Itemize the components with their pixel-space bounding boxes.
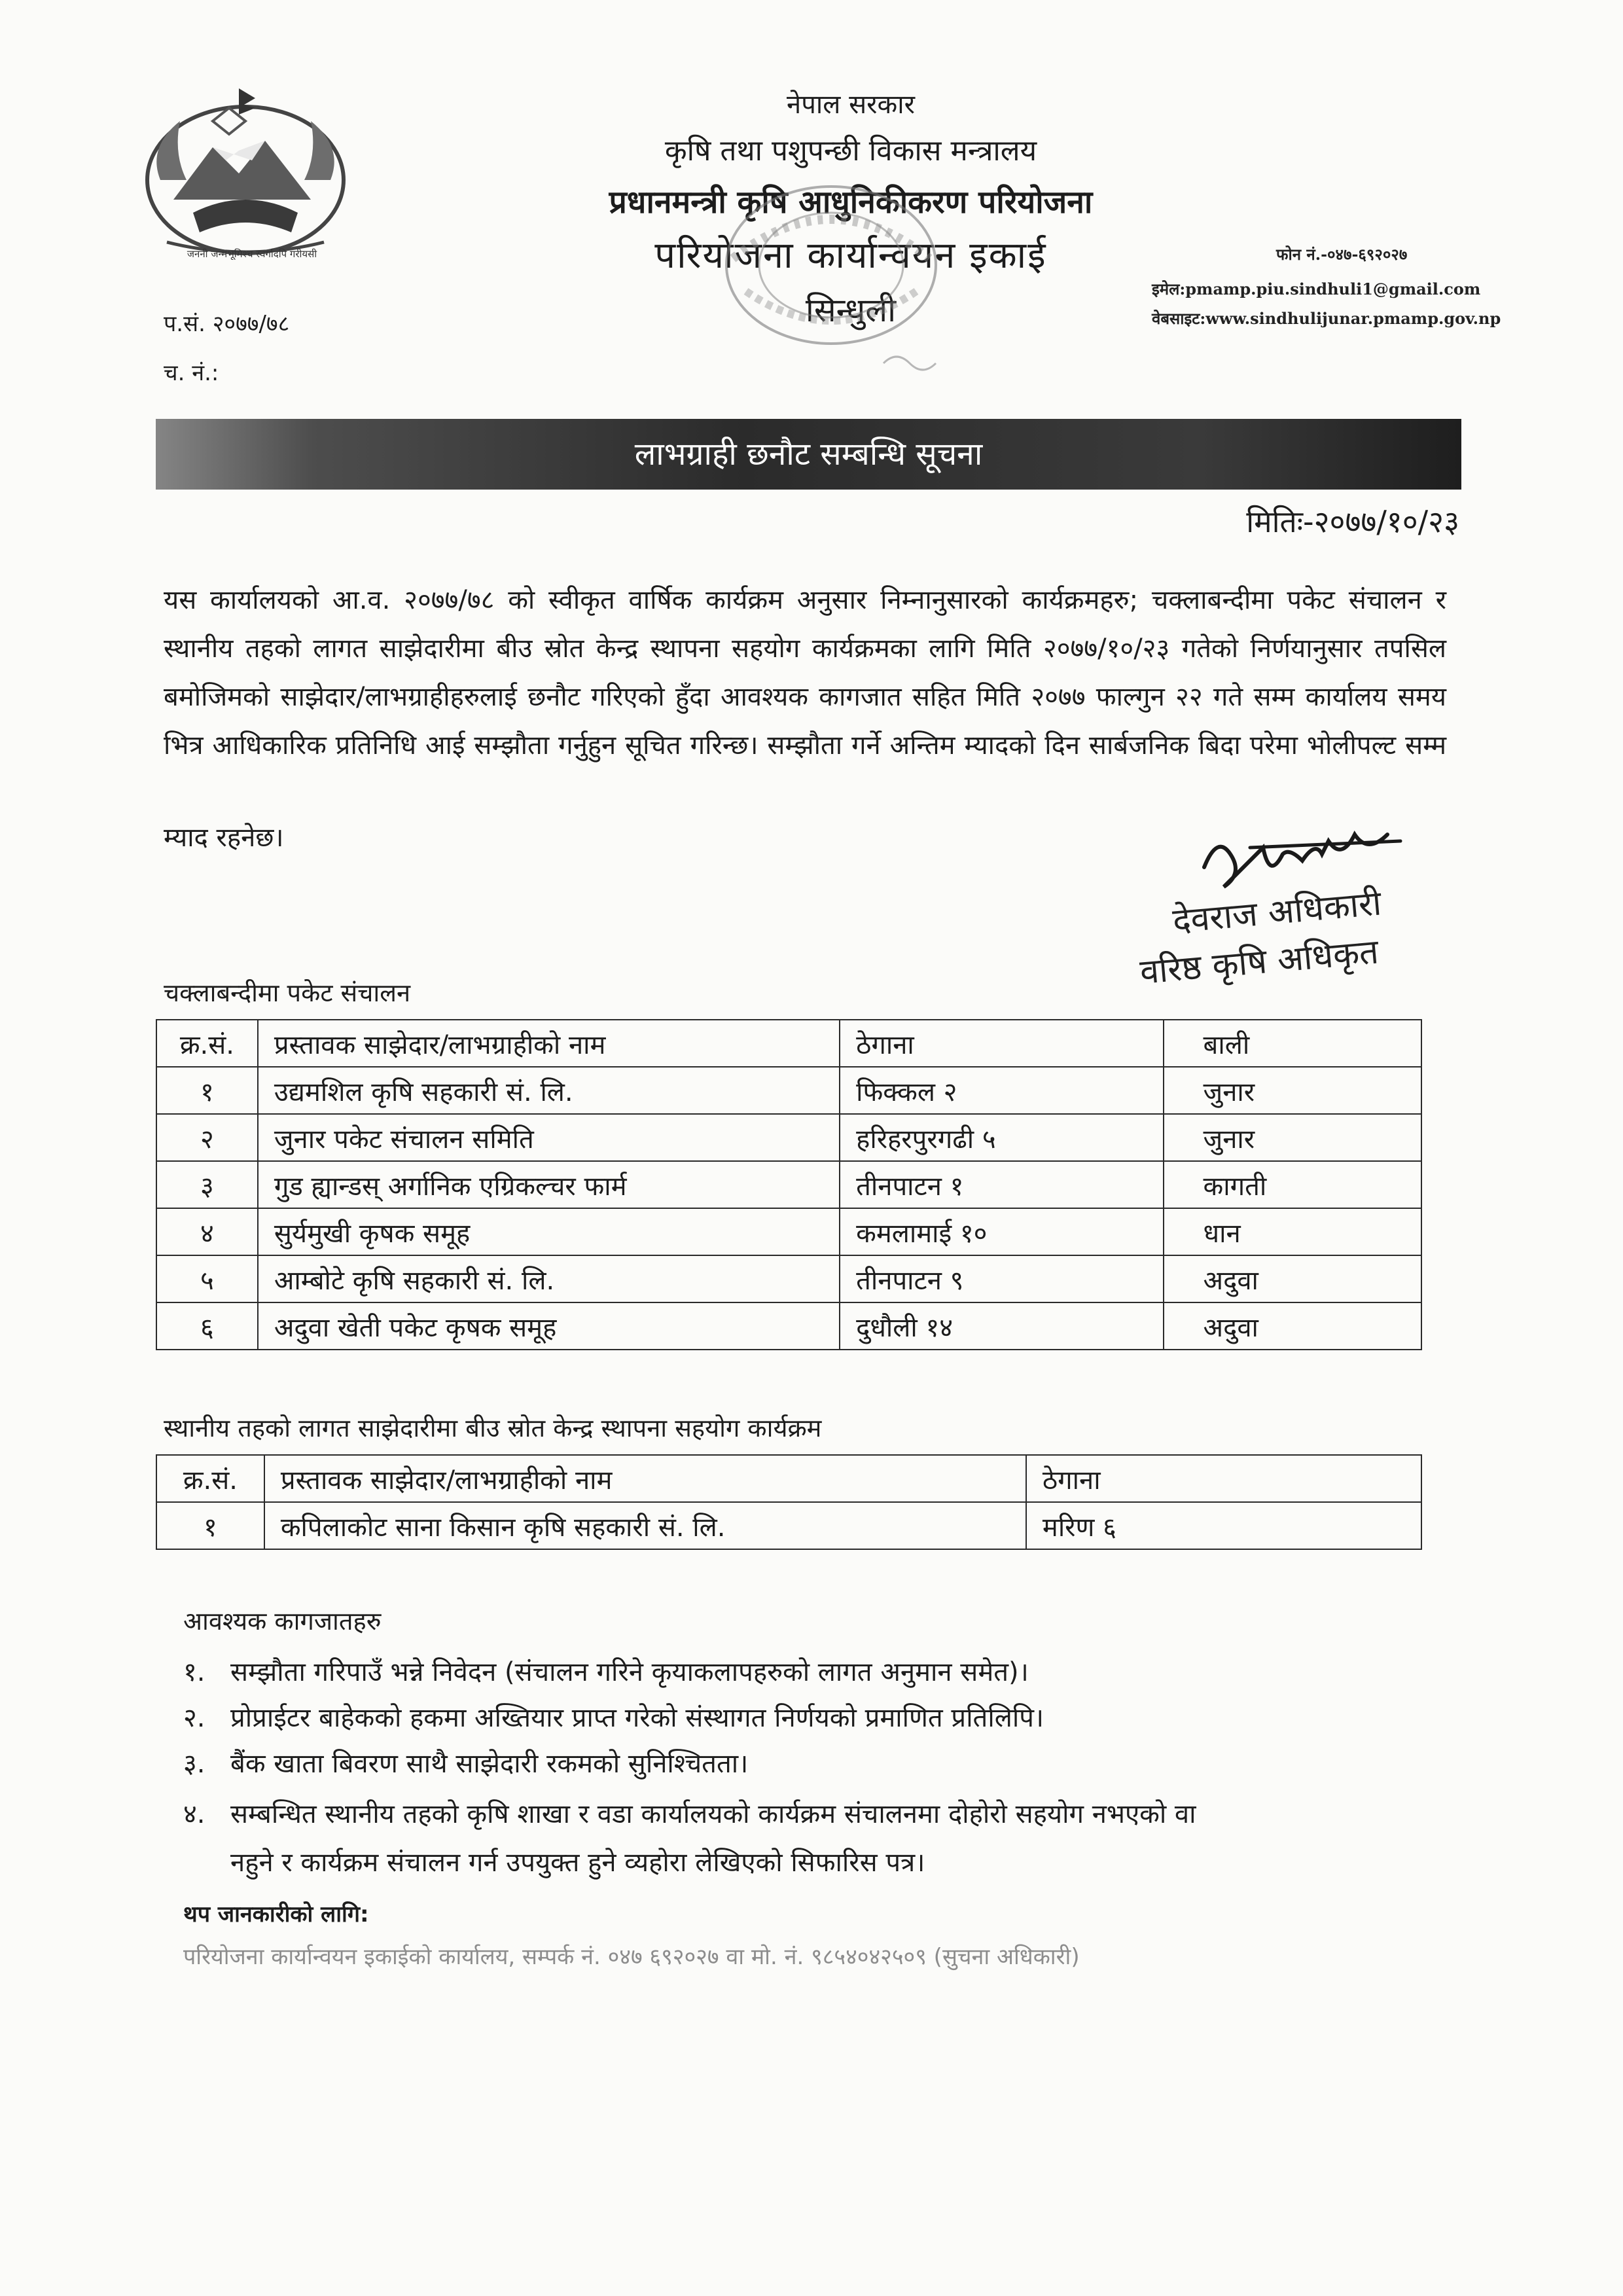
cell-name: उद्यमशिल कृषि सहकारी सं. लि. — [258, 1067, 840, 1114]
more-info-text: परियोजना कार्यान्वयन इकाईको कार्यालय, सम्पर्क नं. ०४७ ६९२०२७ वा मो. नं. ९८५४०४२५०९ (सुचना अधिकारी) — [183, 1944, 1080, 1970]
document-item — [183, 1653, 1440, 1689]
cell-sn: ३ — [156, 1161, 258, 1208]
pocket-program-table — [156, 1019, 1422, 1350]
cell-crop: अदुवा — [1164, 1302, 1421, 1350]
table-header-row — [156, 1455, 1421, 1502]
col-name: प्रस्तावक साझेदार/लाभग्राहीको नाम — [258, 1020, 840, 1067]
cell-sn: १ — [156, 1502, 264, 1549]
cell-sn: २ — [156, 1114, 258, 1161]
cell-name: गुड ह्यान्डस् अर्गानिक एग्रिकल्चर फार्म — [258, 1161, 840, 1208]
contact-phone: फोन नं.-०४७-६९२०२७ — [1276, 245, 1408, 264]
document-number: ४. — [183, 1799, 205, 1829]
emblem-motto: जननी जन्मभूमिश्च स्वर्गादपि गरीयसी — [187, 248, 317, 260]
header-project: प्रधानमन्त्री कृषि आधुनिकीकरण परियोजना — [609, 184, 1093, 221]
cell-address: दुधौली १४ — [840, 1302, 1163, 1350]
header-location: सिन्धुली — [805, 291, 897, 329]
nepal-government-emblem — [134, 82, 357, 272]
cell-crop: जुनार — [1164, 1067, 1421, 1114]
col-name: प्रस्तावक साझेदार/लाभग्राहीको नाम — [264, 1455, 1026, 1502]
table-row — [156, 1502, 1421, 1549]
cell-name: सुर्यमुखी कृषक समूह — [258, 1208, 840, 1255]
document-text: सम्झौता गरिपाउँ भन्ने निवेदन (संचालन गरिने कृयाकलापहरुको लागत अनुमान समेत)। — [230, 1657, 1029, 1687]
col-sn: क्र.सं. — [156, 1020, 258, 1067]
table-row — [156, 1302, 1421, 1350]
notice-date: मितिः-२०७७/१०/२३ — [1246, 504, 1459, 539]
document-number: १. — [183, 1657, 205, 1687]
document-text-continued: नहुने र कार्यक्रम संचालन गर्न उपयुक्त हुने व्यहोरा लेखिएको सिफारिस पत्र। — [230, 1848, 925, 1878]
document-item — [183, 1744, 1440, 1780]
cell-sn: ६ — [156, 1302, 258, 1350]
cell-crop: कागती — [1164, 1161, 1421, 1208]
reference-number: प.सं. २०७७/७८ — [164, 311, 290, 337]
notice-body-last-line: म्याद रहनेछ। — [164, 823, 284, 853]
notice-body: यस कार्यालयको आ.व. २०७७/७८ को स्वीकृत वार्षिक कार्यक्रम अनुसार निम्नानुसारको कार्यक्रमहरु; चक्लाबन्दीमा पकेट संचालन र स्थानीय तहको लागत साझेदारीमा बीउ स्रोत केन्द्र स्थापना सहयोग कार्यक्रमका लागि मिति २०७७/१०/२३ गतेको निर्णयानुसार तपसिल बमोजिमको साझेदार/लाभग्राहीहरुलाई छनौट गरिएको हुँदा आवश्यक कागजात सहित मिति २०७७ फाल्गुन २२ गते सम्म कार्यालय समय भित्र आधिकारिक प्रतिनिधि आई सम्झौता गर्नुहुन सूचित गरिन्छ। सम्झौता गर्ने अन्तिम म्यादको दिन सार्बजनिक बिदा परेमा भोलीपल्ट सम्म — [164, 585, 1446, 761]
cell-address: फिक्कल २ — [840, 1067, 1163, 1114]
signatory-title: वरिष्ठ कृषि अधिकृत — [1138, 932, 1380, 993]
cell-sn: ५ — [156, 1255, 258, 1302]
cell-sn: १ — [156, 1067, 258, 1114]
seed-center-table — [156, 1454, 1422, 1550]
document-number: ३. — [183, 1749, 205, 1779]
col-sn: क्र.सं. — [156, 1455, 264, 1502]
cell-name: अदुवा खेती पकेट कृषक समूह — [258, 1302, 840, 1350]
col-crop: बाली — [1164, 1020, 1421, 1067]
cell-address: हरिहरपुरगढी ५ — [840, 1114, 1163, 1161]
section1-heading: चक्लाबन्दीमा पकेट संचालन — [164, 978, 411, 1007]
document-item — [183, 1698, 1440, 1734]
document-text: प्रोप्राईटर बाहेकको हकमा अख्तियार प्राप्त गरेको संस्थागत निर्णयको प्रमाणित प्रतिलिपि। — [230, 1703, 1044, 1733]
cell-address: कमलामाई १० — [840, 1208, 1163, 1255]
documents-heading: आवश्यक कागजातहरु — [183, 1607, 382, 1636]
section2-heading: स्थानीय तहको लागत साझेदारीमा बीउ स्रोत केन्द्र स्थापना सहयोग कार्यक्रम — [164, 1414, 822, 1443]
header-government: नेपाल सरकार — [787, 90, 915, 120]
header-unit: परियोजना कार्यान्वयन इकाई — [654, 234, 1047, 277]
notice-title: लाभग्राही छनौट सम्बन्धि सूचना — [634, 436, 983, 473]
signatory-name: देवराज अधिकारी — [1171, 884, 1383, 942]
office-stamp — [687, 167, 975, 383]
cell-name: आम्बोटे कृषि सहकारी सं. लि. — [258, 1255, 840, 1302]
cell-address: तीनपाटन ९ — [840, 1255, 1163, 1302]
col-address: ठेगाना — [840, 1020, 1163, 1067]
cell-address: तीनपाटन १ — [840, 1161, 1163, 1208]
table-header-row — [156, 1020, 1421, 1067]
contact-email[interactable]: इमेल:pmamp.piu.sindhuli1@gmail.com — [1152, 279, 1481, 298]
cell-sn: ४ — [156, 1208, 258, 1255]
cell-crop: धान — [1164, 1208, 1421, 1255]
cell-name: कपिलाकोट साना किसान कृषि सहकारी सं. लि. — [264, 1502, 1026, 1549]
cell-crop: जुनार — [1164, 1114, 1421, 1161]
table-row — [156, 1067, 1421, 1114]
more-info-heading: थप जानकारीको लागि: — [183, 1901, 369, 1928]
table-row — [156, 1114, 1421, 1161]
document-item — [183, 1790, 1440, 1887]
cell-name: जुनार पकेट संचालन समिति — [258, 1114, 840, 1161]
cell-address: मरिण ६ — [1026, 1502, 1421, 1549]
document-text: बैंक खाता बिवरण साथै साझेदारी रकमको सुनिश्चितता। — [230, 1749, 749, 1779]
header-ministry: कृषि तथा पशुपन्छी विकास मन्त्रालय — [664, 134, 1037, 168]
contact-website[interactable]: वेबसाइट:www.sindhulijunar.pmamp.gov.np — [1152, 309, 1501, 328]
table-row — [156, 1161, 1421, 1208]
col-address: ठेगाना — [1026, 1455, 1421, 1502]
dispatch-number: च. नं.: — [164, 360, 219, 386]
document-number: २. — [183, 1703, 205, 1733]
cell-crop: अदुवा — [1164, 1255, 1421, 1302]
document-text: सम्बन्धित स्थानीय तहको कृषि शाखा र वडा कार्यालयको कार्यक्रम संचालनमा दोहोरो सहयोग नभएको वा — [230, 1799, 1196, 1829]
table-row — [156, 1255, 1421, 1302]
table-row — [156, 1208, 1421, 1255]
